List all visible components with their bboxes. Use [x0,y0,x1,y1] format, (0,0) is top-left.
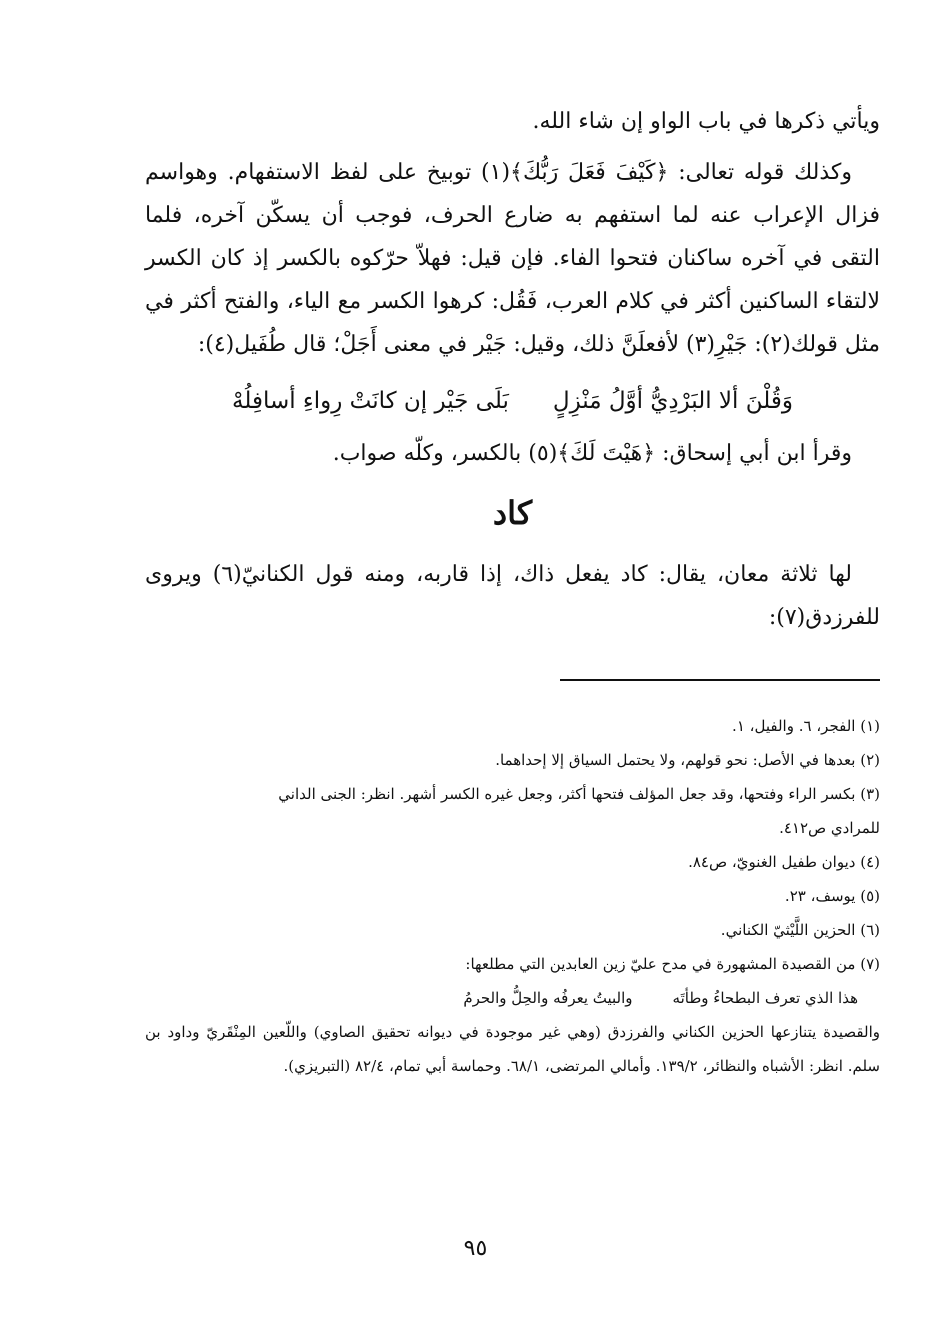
section-heading: كاد [492,494,533,532]
paragraph-hayta: وقرأ ابن أبي إسحاق: ﴿هَيْتَ لَكَ﴾(٥) بالكسر، وكلّه صواب. [332,441,852,466]
footnote-7: (٧) من القصيدة المشهورة في مدح عليّ زين العابدين التي مطلعها: [465,955,880,973]
poetry-verse [145,378,880,424]
verse-second-hemistich: بَلَى جَيْر إن كانَتْ رِواءِ أسافِلُهْ [232,388,509,414]
footnote-1: (١) الفجر، ٦. والفيل، ١. [732,717,880,735]
footnotes [145,709,880,1083]
page-content [145,100,880,1083]
footnote-7-verse-first: هذا الذي تعرف البطحاءُ وطأتَه [672,989,858,1007]
verse-first-hemistich: وَقُلْنَ ألا البَرْدِيُّ أوَّلُ مَنْزِلٍ [552,388,793,414]
footnote-6: (٦) الحزين اللَّيْثيّ الكناني. [720,921,880,939]
footnote-3: (٣) بكسر الراء وفتحها، وقد جعل المؤلف فتحها أكثر، وجعل غيره الكسر أشهر. انظر: الجنى الداني [278,785,880,803]
footnote-7-verse-second: والبيتُ يعرفُه والحِلُّ والحرمُ [463,989,633,1007]
footnote-3-continuation: للمرادي ص٤١٢. [779,819,880,837]
page-number: ٩٥ [463,1236,488,1261]
footnote-5: (٥) يوسف، ٢٣. [784,887,880,905]
paragraph-kada: لها ثلاثة معان، يقال: كاد يفعل ذاك، إذا قاربه، ومنه قول الكنانيّ(٦) ويروى للفرزدق(٧): [145,562,880,630]
footnote-separator [560,679,880,681]
paragraph-istifham: وكذلك قوله تعالى: ﴿كَيْفَ فَعَلَ رَبُّكَ﴾(١) توبيخ على لفظ الاستفهام. وهواسم فزال الإعراب عنه لما استفهم به ضارع الحرف، فوجب أن يسكّن آخره، فلما التقى في آخره ساكنان فتحوا الفاء. فإن قيل: فهلاّ حرّكوه بالكسر إذ كان الكسر لالتقاء الساكنين أكثر في كلام العرب، فَقُل: كرهوا الكسر مع الياء، والفتح أكثر في مثل قولك(٢): جَيْرِ(٣) لأفعلَنَّ ذلك، وقيل: جَيْر في معنى أَجَلْ؛ قال طُفَيل(٤): [145,160,880,357]
footnote-7-verse [145,981,880,1015]
footnote-2: (٢) بعدها في الأصل: نحو قولهم، ولا يحتمل السياق إلا إحداهما. [495,751,880,769]
opening-line: ويأتي ذكرها في باب الواو إن شاء الله. [532,109,880,134]
footnote-7-continuation: والقصيدة يتنازعها الحزين الكناني والفرزدق (وهي غير موجودة في ديوانه تحقيق الصاوي) واللّعين المِنْقَريّ وداود بن سلم. انظر: الأشباه والنظائر، ١٣٩/٢. وأمالي المرتضى، ٦٨/١. وحماسة أبي تمام، ٨٢/٤ (التبريزي). [145,1023,880,1075]
footnote-4: (٤) ديوان طفيل الغنويّ، ص٨٤. [688,853,880,871]
